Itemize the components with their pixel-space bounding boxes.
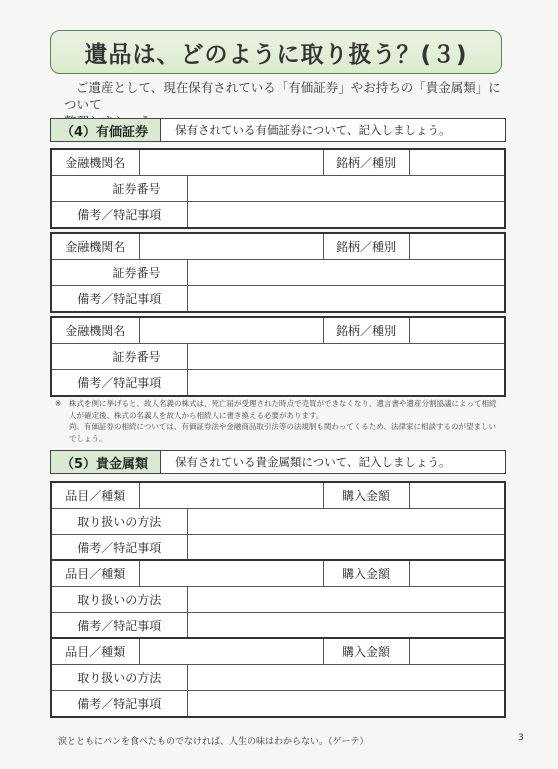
- item-field[interactable]: [139, 482, 323, 509]
- brand-field[interactable]: [409, 149, 505, 176]
- remarks-field[interactable]: [187, 202, 505, 229]
- handling-field[interactable]: [187, 587, 505, 613]
- item-field[interactable]: [139, 638, 323, 665]
- page-number: 3: [518, 733, 524, 743]
- securities-note: [55, 398, 500, 444]
- cert-no-label: 証券番号: [51, 260, 187, 286]
- remarks-label: 備考／特記事項: [51, 370, 187, 397]
- handling-label: 取り扱いの方法: [51, 665, 187, 691]
- institution-field[interactable]: [139, 233, 323, 260]
- remarks-field[interactable]: [187, 535, 505, 562]
- brand-label: 銘柄／種別: [323, 149, 409, 176]
- institution-field[interactable]: [139, 317, 323, 344]
- institution-label: 金融機関名: [51, 149, 139, 176]
- price-field[interactable]: [409, 560, 505, 587]
- handling-field[interactable]: [187, 665, 505, 691]
- remarks-field[interactable]: [187, 370, 505, 397]
- brand-label: 銘柄／種別: [323, 233, 409, 260]
- precious-metal-record-1: [50, 481, 506, 562]
- footer-quote: 涙とともにパンを食べたものでなければ、人生の味はわからない。（ゲーテ）: [58, 737, 369, 747]
- price-label: 購入金額: [323, 482, 409, 509]
- securities-record-3: [50, 316, 506, 397]
- remarks-field[interactable]: [187, 286, 505, 313]
- page-title: 遺品は、どのように取り扱う？(３): [84, 41, 468, 68]
- item-label: 品目／種類: [51, 482, 139, 509]
- section-5-label: （5）貴金属類: [51, 451, 161, 473]
- item-label: 品目／種類: [51, 638, 139, 665]
- brand-label: 銘柄／種別: [323, 317, 409, 344]
- remarks-label: 備考／特記事項: [51, 613, 187, 640]
- brand-field[interactable]: [409, 233, 505, 260]
- note-paragraph-1: 株式を例に挙げると、故人名義の株式は、死亡届が受理された時点で売買ができなくなり、遺言書や遺産分割協議によって相続人が確定後、株式の名義人を故人から相続人に書き換える必要があります。: [69, 399, 497, 420]
- section-4-description: 保有されている有価証券について、記入しましょう。: [175, 123, 451, 137]
- section-4-label: （4）有価証券: [51, 119, 161, 141]
- institution-label: 金融機関名: [51, 317, 139, 344]
- securities-record-1: [50, 148, 506, 229]
- section-4-header: [50, 118, 506, 142]
- remarks-label: 備考／特記事項: [51, 202, 187, 229]
- price-field[interactable]: [409, 482, 505, 509]
- handling-field[interactable]: [187, 509, 505, 535]
- remarks-label: 備考／特記事項: [51, 535, 187, 562]
- cert-no-field[interactable]: [187, 344, 505, 370]
- securities-record-2: [50, 232, 506, 313]
- section-5-header: [50, 450, 506, 474]
- brand-field[interactable]: [409, 317, 505, 344]
- item-field[interactable]: [139, 560, 323, 587]
- cert-no-label: 証券番号: [51, 344, 187, 370]
- handling-label: 取り扱いの方法: [51, 587, 187, 613]
- precious-metal-record-2: [50, 559, 506, 640]
- handling-label: 取り扱いの方法: [51, 509, 187, 535]
- note-paragraph-2: 尚、有価証券の相続については、有価証券法や金融商品取引法等の法規制も関わってくるため、法律家に相談するのが望ましいでしょう。: [69, 422, 496, 443]
- page-title-box: [50, 30, 502, 74]
- cert-no-field[interactable]: [187, 260, 505, 286]
- cert-no-field[interactable]: [187, 176, 505, 202]
- remarks-field[interactable]: [187, 613, 505, 640]
- cert-no-label: 証券番号: [51, 176, 187, 202]
- remarks-label: 備考／特記事項: [51, 691, 187, 718]
- price-label: 購入金額: [323, 638, 409, 665]
- intro-line-1: ご遺産として、現在保有されている「有価証券」やお持ちの「貴金属類」について: [64, 80, 501, 112]
- remarks-label: 備考／特記事項: [51, 286, 187, 313]
- item-label: 品目／種類: [51, 560, 139, 587]
- section-5-description: 保有されている貴金属類について、記入しましょう。: [175, 455, 451, 469]
- remarks-field[interactable]: [187, 691, 505, 718]
- price-label: 購入金額: [323, 560, 409, 587]
- institution-label: 金融機関名: [51, 233, 139, 260]
- precious-metal-record-3: [50, 637, 506, 718]
- note-mark: ※: [55, 399, 62, 408]
- institution-field[interactable]: [139, 149, 323, 176]
- price-field[interactable]: [409, 638, 505, 665]
